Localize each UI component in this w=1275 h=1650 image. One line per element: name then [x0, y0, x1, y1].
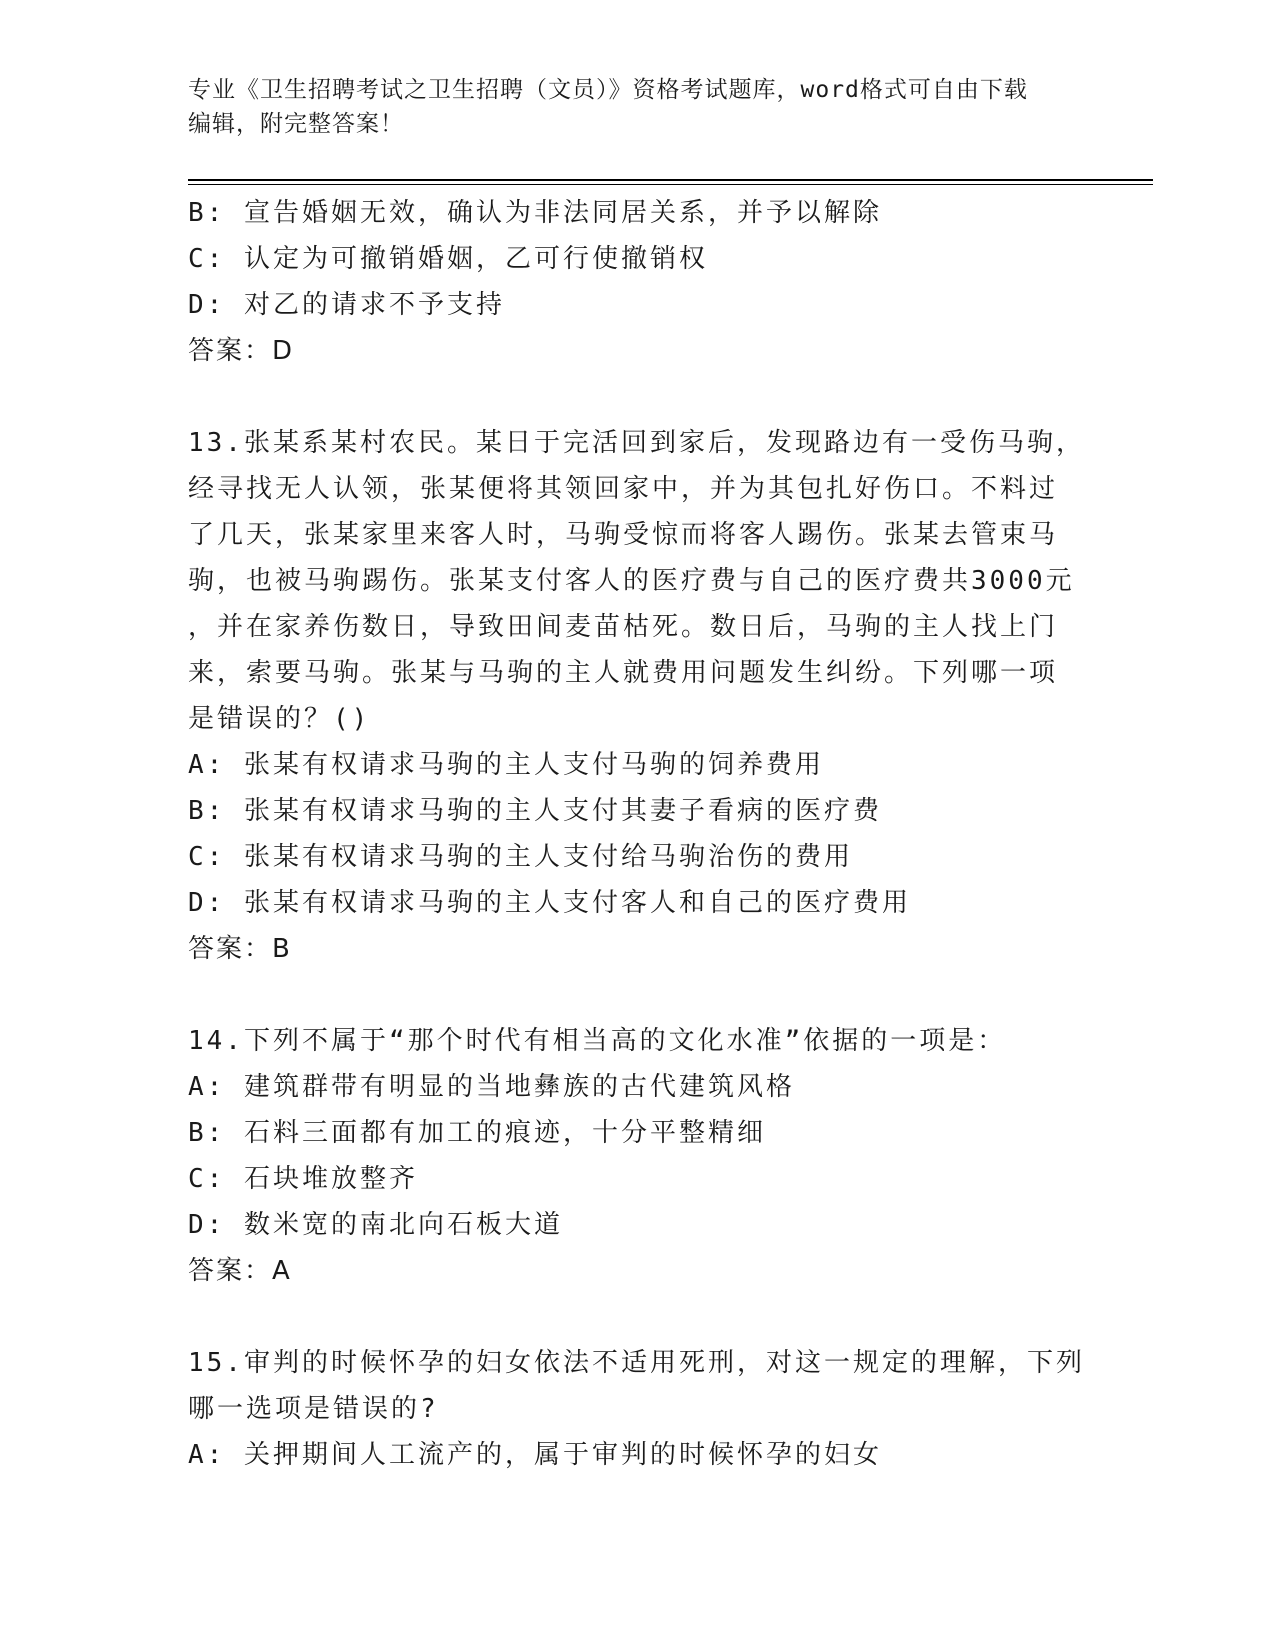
option-a: A: 建筑群带有明显的当地彝族的古代建筑风格 — [188, 1072, 795, 1102]
spacer — [188, 1294, 1088, 1340]
option-b: B: 宣告婚姻无效，确认为非法同居关系，并予以解除 — [188, 198, 882, 228]
option-c: C: 认定为可撤销婚姻，乙可行使撤销权 — [188, 244, 708, 274]
question-stem-line: 14.下列不属于“那个时代有相当高的文化水准”依据的一项是： — [188, 1026, 1007, 1056]
answer: 答案：A — [188, 1256, 292, 1286]
option-b: B: 张某有权请求马驹的主人支付其妻子看病的医疗费 — [188, 796, 882, 826]
question-stem-line: 驹，也被马驹踢伤。张某支付客人的医疗费与自己的医疗费共3000元 — [188, 566, 1075, 596]
header-line-1: 专业《卫生招聘考试之卫生招聘（文员）》资格考试题库，word格式可自由下载 — [188, 77, 1028, 103]
answer: 答案：D — [188, 336, 295, 366]
question-stem-line: 了几天，张某家里来客人时，马驹受惊而将客人踢伤。张某去管束马 — [188, 520, 1059, 550]
option-c: C: 石块堆放整齐 — [188, 1164, 418, 1194]
question-stem-line: 经寻找无人认领，张某便将其领回家中，并为其包扎好伤口。不料过 — [188, 474, 1059, 504]
option-a: A: 张某有权请求马驹的主人支付马驹的饲养费用 — [188, 750, 824, 780]
question-content — [188, 190, 1088, 1478]
question-12-tail — [188, 190, 1088, 374]
option-b: B: 石料三面都有加工的痕迹，十分平整精细 — [188, 1118, 766, 1148]
question-stem-line: 来，索要马驹。张某与马驹的主人就费用问题发生纠纷。下列哪一项 — [188, 658, 1059, 688]
header-line-2: 编辑，附完整答案！ — [188, 111, 404, 137]
header-rule-thick — [188, 179, 1153, 181]
question-stem-line: 15.审判的时候怀孕的妇女依法不适用死刑，对这一规定的理解，下列 — [188, 1348, 1085, 1378]
option-a: A: 关押期间人工流产的，属于审判的时候怀孕的妇女 — [188, 1440, 882, 1470]
question-stem-line: 13.张某系某村农民。某日于完活回到家后，发现路边有一受伤马驹， — [188, 428, 1085, 458]
question-stem-line: 是错误的？() — [188, 704, 371, 734]
header-rule-thin — [188, 184, 1153, 185]
answer: 答案：B — [188, 934, 292, 964]
question-13 — [188, 420, 1088, 972]
question-15 — [188, 1340, 1088, 1478]
option-c: C: 张某有权请求马驹的主人支付给马驹治伤的费用 — [188, 842, 853, 872]
option-d: D: 数米宽的南北向石板大道 — [188, 1210, 563, 1240]
spacer — [188, 374, 1088, 420]
spacer — [188, 972, 1088, 1018]
option-d: D: 对乙的请求不予支持 — [188, 290, 505, 320]
document-header — [188, 73, 1088, 141]
option-d: D: 张某有权请求马驹的主人支付客人和自己的医疗费用 — [188, 888, 911, 918]
question-stem-line: ，并在家养伤数日，导致田间麦苗枯死。数日后，马驹的主人找上门 — [188, 612, 1059, 642]
question-stem-line: 哪一选项是错误的? — [188, 1394, 439, 1424]
question-14 — [188, 1018, 1088, 1294]
